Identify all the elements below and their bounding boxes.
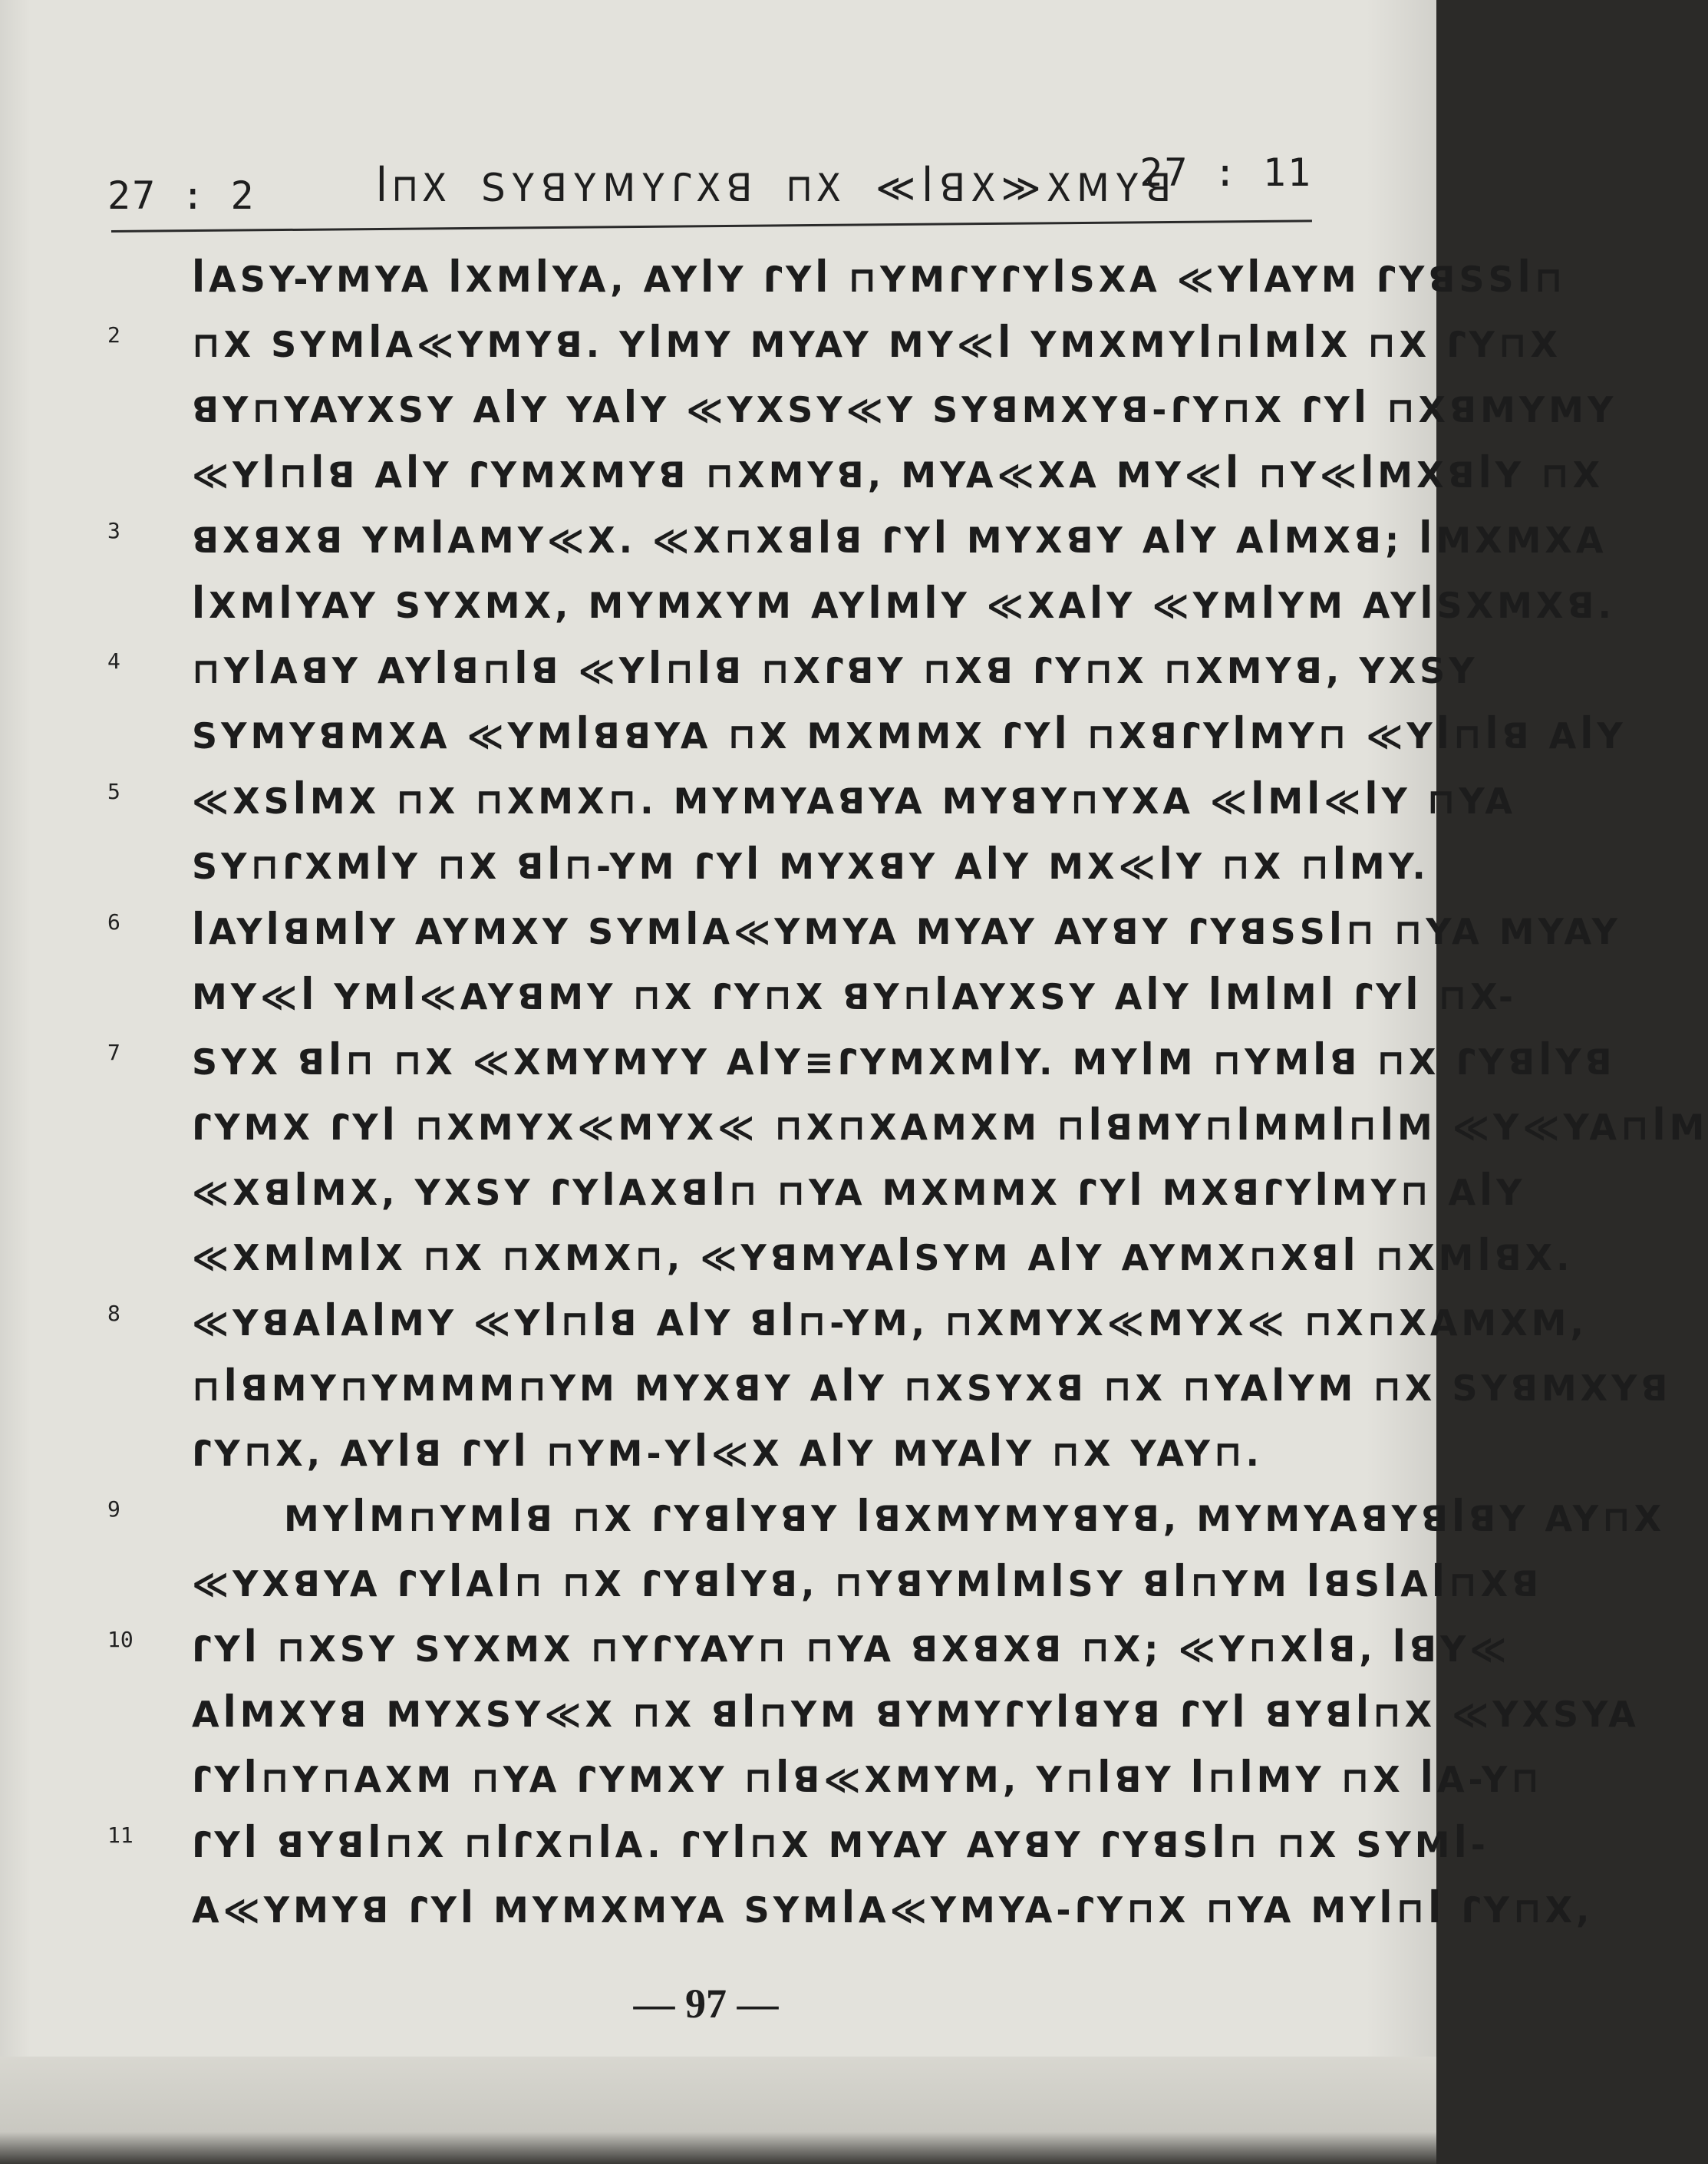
line-text: ≪YꓭAꟾAꟾꓟY ≪Yꟾ⊓ꟾꓭ AꟾY ꓭꟾ⊓-Yꓟ, ⊓XꓟYX≪ꓟYX≪ ⊓X⊓XAꓟXꓟ, — [192, 1302, 1588, 1344]
line-text: ꓩYꟾ ꓭYꓭꟾ⊓X ⊓ꟾꓩX⊓ꟾA. ꓩYꟾ⊓X ꓟYAY AYꓭY ꓩYꓭꓢꟾ⊓ ⊓X ꓢYꓟꟾ- — [192, 1824, 1489, 1865]
verse-number: 10 — [107, 1627, 134, 1652]
verse-number: 8 — [107, 1301, 120, 1326]
text-line — [107, 508, 1607, 573]
line-text: ≪XꓭꟾꓟX, YXꓢY ꓩYꟾAXꓭꟾ⊓ ⊓YA ꓟXꓟꓟX ꓩYꟾ ꓟXꓭꓩYꟾꓟY⊓ AꟾY — [192, 1172, 1526, 1213]
line-text: ⊓YꟾAꓭY AYꟾꓭ⊓ꟾꓭ ≪Yꟾ⊓ꟾꓭ ⊓XꓩꓭY ⊓Xꓭ ꓩY⊓X ⊓XꓟYꓭ, YXꓢY — [192, 650, 1479, 691]
text-line — [107, 769, 1516, 834]
text-line — [107, 1030, 1616, 1095]
line-text: ꓩYꟾ ⊓XꓢY ꓢYXꓟX ⊓YꓩYAY⊓ ⊓YA ꓭXꓭXꓭ ⊓X; ≪Y⊓Xꟾꓭ, ꟾꓭY≪ — [192, 1628, 1511, 1670]
verse-number: 3 — [107, 518, 120, 543]
line-text: ꓢYX ꓭꟾ⊓ ⊓X ≪XꓟYꓟYY AꟾY≡ꓩYꓟXꓟꟾY. ꓟYꟾꓟ ⊓Yꓟꟾꓭ ⊓X ꓩYꓭꟾYꓭ — [192, 1041, 1616, 1083]
body-text — [107, 247, 1708, 1943]
line-text: ꓩY⊓X, AYꟾꓭ ꓩYꟾ ⊓Yꓟ-Yꟾ≪X AꟾY ꓟYAꟾY ⊓X YAY⊓. — [192, 1433, 1263, 1474]
line-text: ꓟY≪ꟾ Yꓟꟾ≪AYꓭꓟY ⊓X ꓩY⊓X ꓭY⊓ꟾAYXꓢY AꟾY ꟾꓟꟾꓟꟾ ꓩYꟾ ⊓X- — [192, 976, 1517, 1018]
verse-number: 6 — [107, 909, 120, 935]
line-text: ꓢYꓟYꓭꓟXA ≪YꓟꟾꓭꓭYA ⊓X ꓟXꓟꓟX ꓩYꟾ ⊓XꓭꓩYꟾꓟY⊓ ≪Yꟾ⊓ꟾꓭ AꟾY — [192, 715, 1627, 757]
text-line — [107, 965, 1517, 1030]
page-edge — [0, 2057, 1436, 2164]
line-text: ≪XꓟꟾꓟꟾX ⊓X ⊓XꓟX⊓, ≪YꓭꓟYAꟾꓢYꓟ AꟾY AYꓟX⊓Xꓭꟾ ⊓XꓟꟾꓭX. — [192, 1237, 1574, 1278]
line-text: ⊓X ꓢYꓟꟾA≪YꓟYꓭ. YꟾꓟY ꓟYAY ꓟY≪ꟾ YꓟXꓟYꟾ⊓ꟾꓟꟾX ⊓X ꓩY⊓X — [192, 324, 1561, 365]
text-line — [107, 1160, 1526, 1225]
line-text: ꓩYꟾ⊓Y⊓AXꓟ ⊓YA ꓩYꓟXY ⊓ꟾꓭ≪XꓟYꓟ, Y⊓ꟾꓭY ꟾ⊓ꟾꓟY ⊓X ꟾA-Y⊓ — [192, 1759, 1543, 1800]
line-text: ꓭY⊓YAYXꓢY AꟾY YAꟾY ≪YXꓢY≪Y ꓢYꓭꓟXYꓭ-ꓩY⊓X ꓩYꟾ ⊓XꓭꓟYꓟY — [192, 389, 1617, 430]
line-text: AꟾꓟXYꓭ ꓟYXꓢY≪X ⊓X ꓭꟾ⊓Yꓟ ꓭYꓟYꓩYꟾꓭYꓭ ꓩYꟾ ꓭYꓭꟾ⊓X ≪YXꓢYA — [192, 1694, 1640, 1735]
verse-number: 9 — [107, 1496, 120, 1522]
text-line — [107, 1356, 1672, 1421]
page-number: — 97 — — [633, 1981, 779, 2027]
verse-number: 7 — [107, 1040, 120, 1065]
verse-number: 4 — [107, 648, 120, 674]
line-text: A≪YꓟYꓭ ꓩYꟾ ꓟYꓟXꓟYA ꓢYꓟꟾA≪YꓟYA-ꓩY⊓X ⊓YA ꓟYꟾ⊓ꟾ ꓩY⊓X, — [192, 1889, 1594, 1931]
text-line — [107, 1813, 1489, 1878]
text-line — [107, 704, 1627, 769]
text-line — [107, 378, 1617, 443]
line-text: ≪Yꟾ⊓ꟾꓭ AꟾY ꓩYꓟXꓟYꓭ ⊓XꓟYꓭ, ꓟYA≪XA ꓟY≪ꟾ ⊓Y≪ꟾꓟXꓭꟾY ⊓X — [192, 454, 1604, 496]
text-line — [107, 899, 1621, 965]
line-text: ꟾXꓟꟾYAY ꓢYXꓟX, ꓟYꓟXYꓟ AYꟾꓟꟾY ≪XAꟾY ≪YꓟꟾYꓟ AYꟾꓢXꓟXꓭ. — [192, 585, 1615, 626]
chapter-verse-end: 27 : 11 — [1139, 150, 1312, 195]
text-line — [107, 1095, 1708, 1160]
text-line — [107, 443, 1604, 508]
line-text: ꟾAꓢY-YꓟYA ꟾXꓟꟾYA, AYꟾY ꓩYꟾ ⊓YꓟꓩYꓩYꟾꓢXA ≪YꟾAYꓟ ꓩYꓭꓢꓢꟾ⊓ — [192, 259, 1567, 300]
line-text: ꟾAYꟾꓭꓟꟾY AYꓟXY ꓢYꓟꟾA≪YꓟYA ꓟYAY AYꓭY ꓩYꓭꓢꓢꟾ⊓ ⊓YA ꓟYAY — [192, 911, 1621, 952]
line-text: ꓢY⊓ꓩXꓟꟾY ⊓X ꓭꟾ⊓-Yꓟ ꓩYꟾ ꓟYXꓭY AꟾY ꓟX≪ꟾY ⊓X ⊓ꟾꓟY. — [192, 846, 1429, 887]
line-text: ≪XꓢꟾꓟX ⊓X ⊓XꓟX⊓. ꓟYꓟYAꓭYA ꓟYꓭY⊓YXA ≪ꟾꓟꟾ≪ꟾY ⊓YA — [192, 780, 1516, 822]
line-text: ≪YXꓭYA ꓩYꟾAꟾ⊓ ⊓X ꓩYꓭꟾYꓭ, ⊓YꓭYꓟꟾꓟꟾꓢY ꓭꟾ⊓Yꓟ ꟾꓭꓢꟾAꟾ⊓Xꓭ — [192, 1563, 1543, 1605]
verse-number: 2 — [107, 322, 120, 348]
text-line — [107, 1291, 1588, 1356]
text-line — [107, 1486, 1666, 1552]
text-line — [107, 638, 1479, 704]
text-line — [107, 1421, 1320, 1486]
chapter-verse-start: 27 : 2 — [107, 173, 256, 218]
running-title: ꟾ⊓X ꓢYꓭYꓟYꓩXꓭ ⊓X ≪ꟾꓭX≫XꓟYꓭ — [376, 166, 1178, 210]
text-line — [107, 1747, 1543, 1813]
text-line — [107, 312, 1561, 378]
text-line — [107, 573, 1615, 638]
line-text: ꓩYꓟX ꓩYꟾ ⊓XꓟYX≪ꓟYX≪ ⊓X⊓XAꓟXꓟ ⊓ꟾꓭꓟY⊓ꟾꓟꓟꟾ⊓ꟾꓟ ≪Y≪YA⊓ꟾꓟ — [192, 1107, 1708, 1148]
line-text: ꓭXꓭXꓭ YꓟꟾAꓟY≪X. ≪X⊓Xꓭꟾꓭ ꓩYꟾ ꓟYXꓭY AꟾY AꟾꓟXꓭ; ꟾꓟXꓟXA — [192, 520, 1607, 561]
line-text: ⊓ꟾꓭꓟY⊓Yꓟꓟꓟ⊓Yꓟ ꓟYXꓭY AꟾY ⊓XꓢYXꓭ ⊓X ⊓YAꟾYꓟ ⊓X ꓢYꓭꓟXYꓭ — [192, 1367, 1672, 1409]
text-line — [107, 1878, 1594, 1943]
text-line — [107, 1617, 1511, 1682]
text-line — [107, 247, 1567, 312]
line-text: ꓟYꟾꓟ⊓Yꓟꟾꓭ ⊓X ꓩYꓭꟾYꓭY ꟾꓭXꓟYꓟYꓭYꓭ, ꓟYꓟYAꓭYꓭꟾꓭY AY⊓X — [284, 1498, 1666, 1539]
text-line — [107, 1682, 1640, 1747]
verse-number: 5 — [107, 779, 120, 804]
text-line — [107, 834, 1429, 899]
verse-number: 11 — [107, 1823, 134, 1848]
text-line — [107, 1552, 1543, 1617]
text-line — [107, 1225, 1574, 1291]
